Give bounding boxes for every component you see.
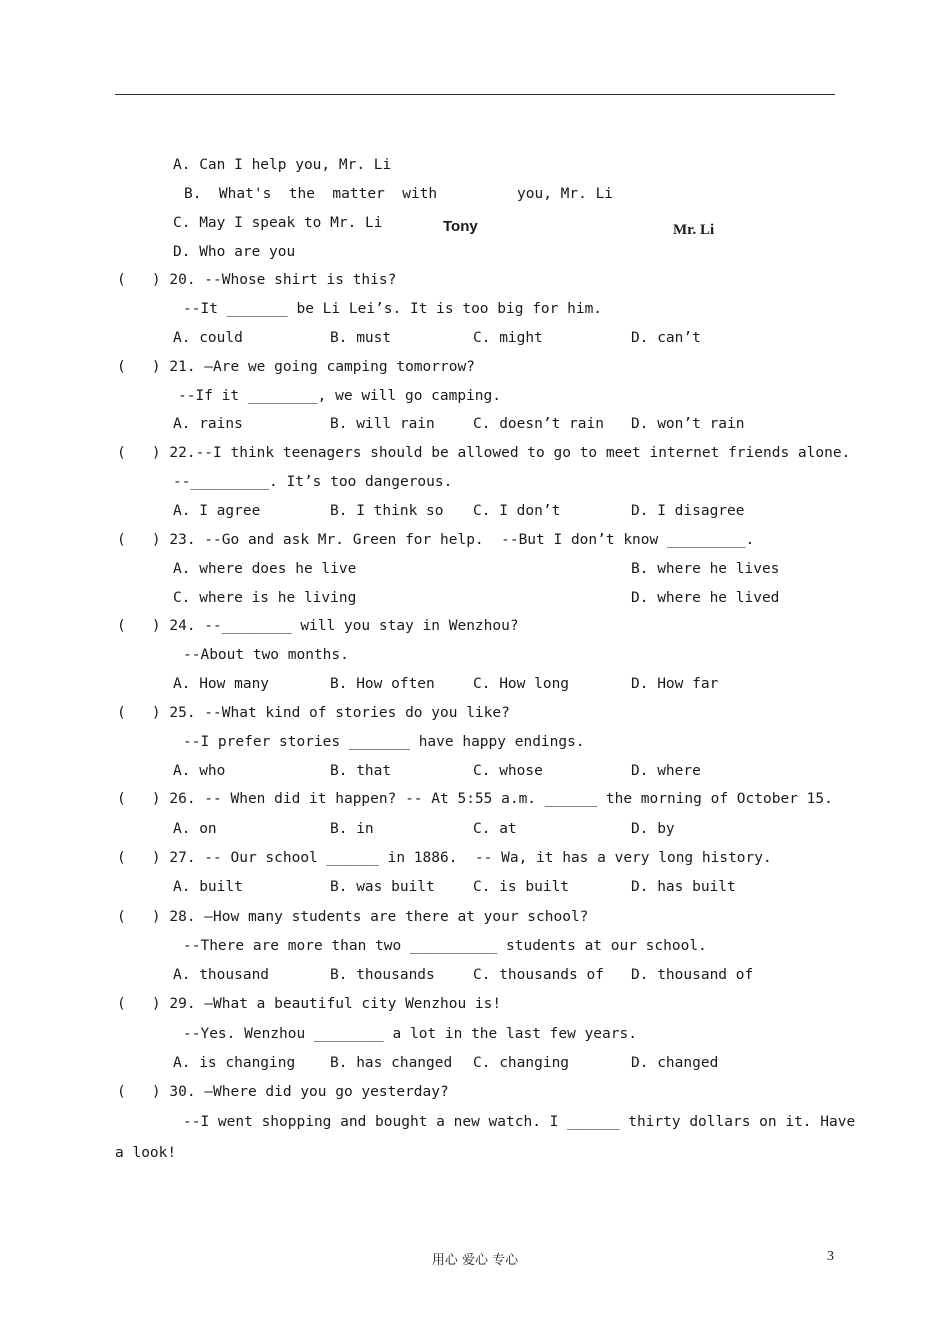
q25-option-a: A. who bbox=[173, 763, 226, 779]
q27-option-c: C. is built bbox=[473, 879, 570, 895]
q23-option-b: B. where he lives bbox=[631, 561, 780, 577]
question-25: ( ) 25. --What kind of stories do you like? bbox=[117, 705, 510, 721]
speaker-label-tony: Tony bbox=[443, 218, 478, 235]
question-27: ( ) 27. -- Our school ______ in 1886. -- Wa, it has a very long history. bbox=[117, 850, 772, 866]
question-24: ( ) 24. --________ will you stay in Wenzhou? bbox=[117, 618, 519, 634]
q21-option-a: A. rains bbox=[173, 416, 243, 432]
q25-option-c: C. whose bbox=[473, 763, 543, 779]
question-29-response: --Yes. Wenzhou ________ a lot in the last few years. bbox=[183, 1026, 637, 1042]
q27-option-a: A. built bbox=[173, 879, 243, 895]
q26-option-c: C. at bbox=[473, 821, 517, 837]
q19-option-c: C. May I speak to Mr. Li bbox=[173, 215, 383, 231]
q28-option-b: B. thousands bbox=[330, 967, 435, 983]
q24-option-b: B. How often bbox=[330, 676, 435, 692]
q19-option-b: B. What's the matter with bbox=[184, 186, 438, 202]
question-21-response: --If it ________, we will go camping. bbox=[178, 388, 502, 404]
question-30-response: --I went shopping and bought a new watch. I ______ thirty dollars on it. Have bbox=[183, 1114, 856, 1130]
q22-option-a: A. I agree bbox=[173, 503, 261, 519]
q27-option-b: B. was built bbox=[330, 879, 435, 895]
q22-option-d: D. I disagree bbox=[631, 503, 745, 519]
q27-option-d: D. has built bbox=[631, 879, 736, 895]
q19-option-b-cont: you, Mr. Li bbox=[517, 186, 614, 202]
q21-option-c: C. doesn’t rain bbox=[473, 416, 604, 432]
q29-option-b: B. has changed bbox=[330, 1055, 453, 1071]
question-29: ( ) 29. –What a beautiful city Wenzhou is! bbox=[117, 996, 502, 1012]
question-28-response: --There are more than two __________ students at our school. bbox=[183, 938, 707, 954]
question-26: ( ) 26. -- When did it happen? -- At 5:55 a.m. ______ the morning of October 15. bbox=[117, 791, 833, 807]
q20-option-b: B. must bbox=[330, 330, 392, 346]
question-30-response-cont: a look! bbox=[115, 1145, 177, 1161]
question-28: ( ) 28. –How many students are there at your school? bbox=[117, 909, 589, 925]
q21-option-d: D. won’t rain bbox=[631, 416, 745, 432]
q26-option-d: D. by bbox=[631, 821, 675, 837]
question-23: ( ) 23. --Go and ask Mr. Green for help. --But I don’t know _________. bbox=[117, 532, 755, 548]
q23-option-a: A. where does he live bbox=[173, 561, 357, 577]
q22-option-c: C. I don’t bbox=[473, 503, 561, 519]
speaker-label-mr-li: Mr. Li bbox=[673, 222, 715, 238]
q19-option-a: A. Can I help you, Mr. Li bbox=[173, 157, 392, 173]
question-20-response: --It _______ be Li Lei’s. It is too big for him. bbox=[183, 301, 603, 317]
q24-option-a: A. How many bbox=[173, 676, 270, 692]
q29-option-d: D. changed bbox=[631, 1055, 719, 1071]
q23-option-c: C. where is he living bbox=[173, 590, 357, 606]
q20-option-d: D. can’t bbox=[631, 330, 701, 346]
q28-option-c: C. thousands of bbox=[473, 967, 604, 983]
q26-option-b: B. in bbox=[330, 821, 374, 837]
page-number: 3 bbox=[827, 1249, 834, 1264]
q22-option-b: B. I think so bbox=[330, 503, 444, 519]
q29-option-c: C. changing bbox=[473, 1055, 570, 1071]
question-21: ( ) 21. –Are we going camping tomorrow? bbox=[117, 359, 475, 375]
q24-option-c: C. How long bbox=[473, 676, 570, 692]
q23-option-d: D. where he lived bbox=[631, 590, 780, 606]
q19-option-d: D. Who are you bbox=[173, 244, 296, 260]
q21-option-b: B. will rain bbox=[330, 416, 435, 432]
q24-option-d: D. How far bbox=[631, 676, 719, 692]
question-25-response: --I prefer stories _______ have happy endings. bbox=[183, 734, 585, 750]
header-rule bbox=[115, 94, 835, 95]
q26-option-a: A. on bbox=[173, 821, 217, 837]
q28-option-d: D. thousand of bbox=[631, 967, 754, 983]
q25-option-d: D. where bbox=[631, 763, 701, 779]
q20-option-c: C. might bbox=[473, 330, 543, 346]
footer-motto: 用心 爱心 专心 bbox=[431, 1253, 519, 1268]
question-24-response: --About two months. bbox=[183, 647, 349, 663]
q20-option-a: A. could bbox=[173, 330, 243, 346]
question-22: ( ) 22.--I think teenagers should be allowed to go to meet internet friends alone. bbox=[117, 445, 851, 461]
q25-option-b: B. that bbox=[330, 763, 392, 779]
question-20: ( ) 20. --Whose shirt is this? bbox=[117, 272, 397, 288]
q29-option-a: A. is changing bbox=[173, 1055, 296, 1071]
q28-option-a: A. thousand bbox=[173, 967, 270, 983]
question-22-response: --_________. It’s too dangerous. bbox=[173, 474, 453, 490]
question-30: ( ) 30. –Where did you go yesterday? bbox=[117, 1084, 449, 1100]
